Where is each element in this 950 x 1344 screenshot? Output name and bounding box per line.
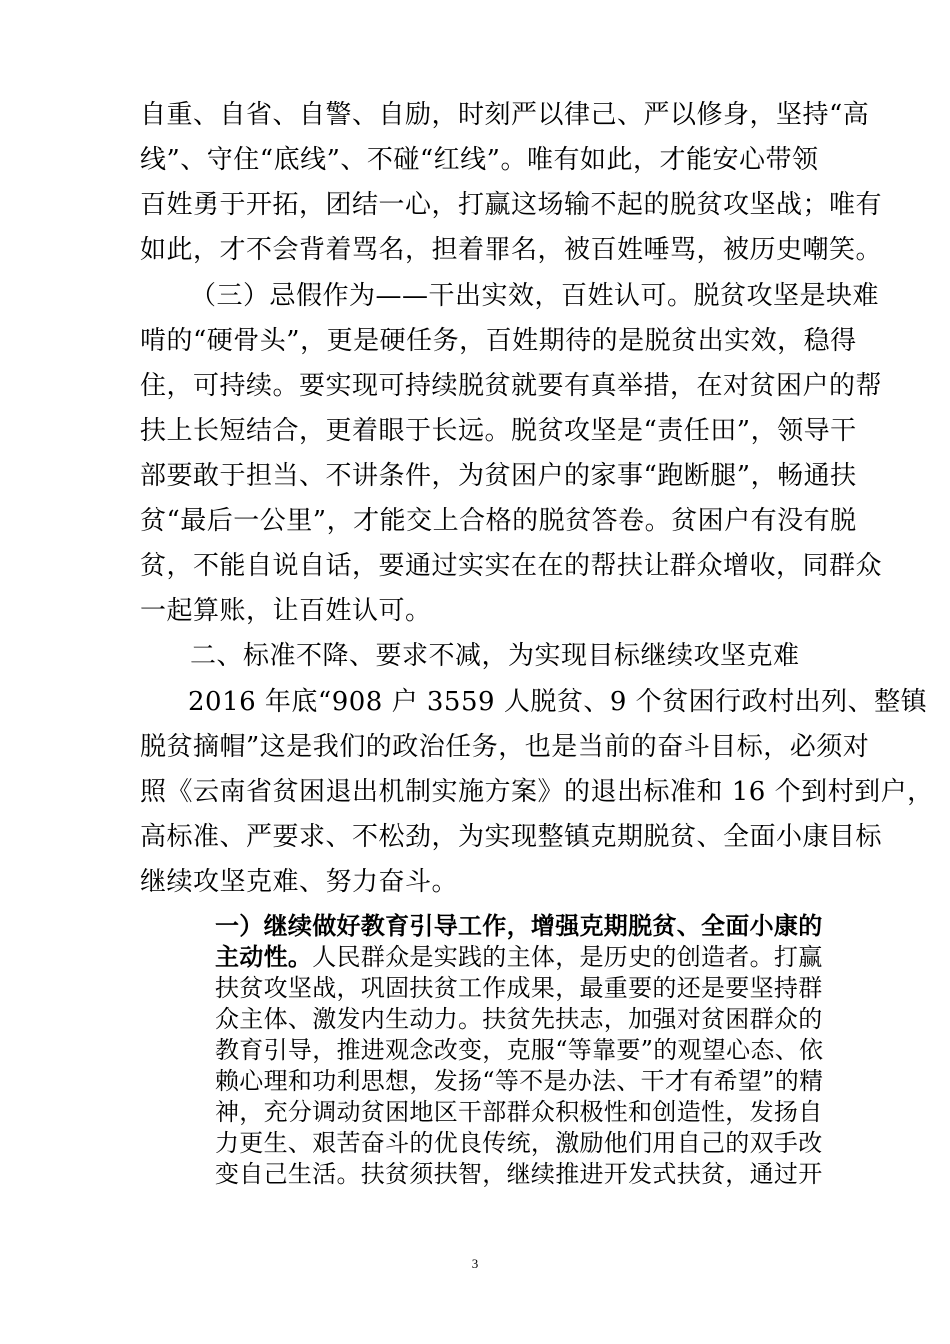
text-line: 贫“最后一公里”，才能交上合格的脱贫答卷。贫困户有没有脱 [140, 506, 857, 536]
text-line: 继续攻坚克难、努力奋斗。 [140, 867, 459, 897]
subsection-heading: 一）继续做好教育引导工作，增强克期脱贫、全面小康的 [215, 911, 823, 940]
text-line: 自重、自省、自警、自励，时刻严以律己、严以修身，坚持“高 [140, 100, 870, 130]
text-line: 线”、守住“底线”、不碰“红线”。唯有如此，才能安心带领 [140, 145, 819, 175]
subsection-heading-end: 主动性。 [215, 942, 313, 971]
text-line: 扶贫攻坚战，巩固扶贫工作成果，最重要的还是要坚持群 [215, 974, 823, 1002]
text-line: 住，可持续。要实现可持续脱贫就要有真举措，在对贫困户的帮 [140, 371, 883, 401]
text-line: （三）忌假作为——干出实效，百姓认可。脱贫攻坚是块难 [190, 281, 880, 311]
text-line: 啃的“硬骨头”，更是硬任务，百姓期待的是脱贫出实效，稳得 [140, 326, 857, 356]
text-line: 脱贫摘帽”这是我们的政治任务，也是当前的奋斗目标，必须对 [140, 732, 870, 762]
text-line: 神，充分调动贫困地区干部群众积极性和创造性，发扬自 [215, 1098, 823, 1126]
text-line: 力更生、艰苦奋斗的优良传统，激励他们用自己的双手改 [215, 1129, 823, 1157]
text-line: 教育引导，推进观念改变，克服“等靠要”的观望心态、依 [215, 1036, 824, 1064]
text-line [215, 942, 823, 972]
text-line: 一起算账，让百姓认可。 [140, 596, 432, 626]
section-heading: 二、标准不降、要求不减，为实现目标继续攻坚克难 [190, 641, 800, 671]
text-line: 贫，不能自说自话，要通过实实在在的帮扶让群众增收，同群众 [140, 551, 883, 581]
text-line: 百姓勇于开拓，团结一心，打赢这场输不起的脱贫攻坚战；唯有 [140, 190, 883, 220]
text-line: 赖心理和功利思想，发扬“等不是办法、干才有希望”的精 [215, 1067, 824, 1095]
text-line: 2016 年底“908 户 3559 人脱贫、9 个贫困行政村出列、整镇 [188, 687, 928, 717]
text-span: 人民群众是实践的主体，是历史的创造者。打赢 [312, 943, 823, 971]
text-line: 如此，才不会背着骂名，担着罪名，被百姓唾骂，被历史嘲笑。 [140, 235, 883, 265]
text-line: 扶上长短结合，更着眼于长远。脱贫攻坚是“责任田”，领导干 [140, 416, 857, 446]
text-line: 变自己生活。扶贫须扶智，继续推进开发式扶贫，通过开 [215, 1160, 823, 1188]
page-number: 3 [471, 1256, 479, 1271]
text-line: 部要敢于担当、不讲条件，为贫困户的家事“跑断腿”，畅通扶 [140, 461, 857, 491]
text-line: 高标准、严要求、不松劲，为实现整镇克期脱贫、全面小康目标 [140, 822, 883, 852]
text-line: 众主体、激发内生动力。扶贫先扶志，加强对贫困群众的 [215, 1005, 823, 1033]
text-line: 照《云南省贫困退出机制实施方案》的退出标准和 16 个到村到户， [140, 777, 934, 807]
